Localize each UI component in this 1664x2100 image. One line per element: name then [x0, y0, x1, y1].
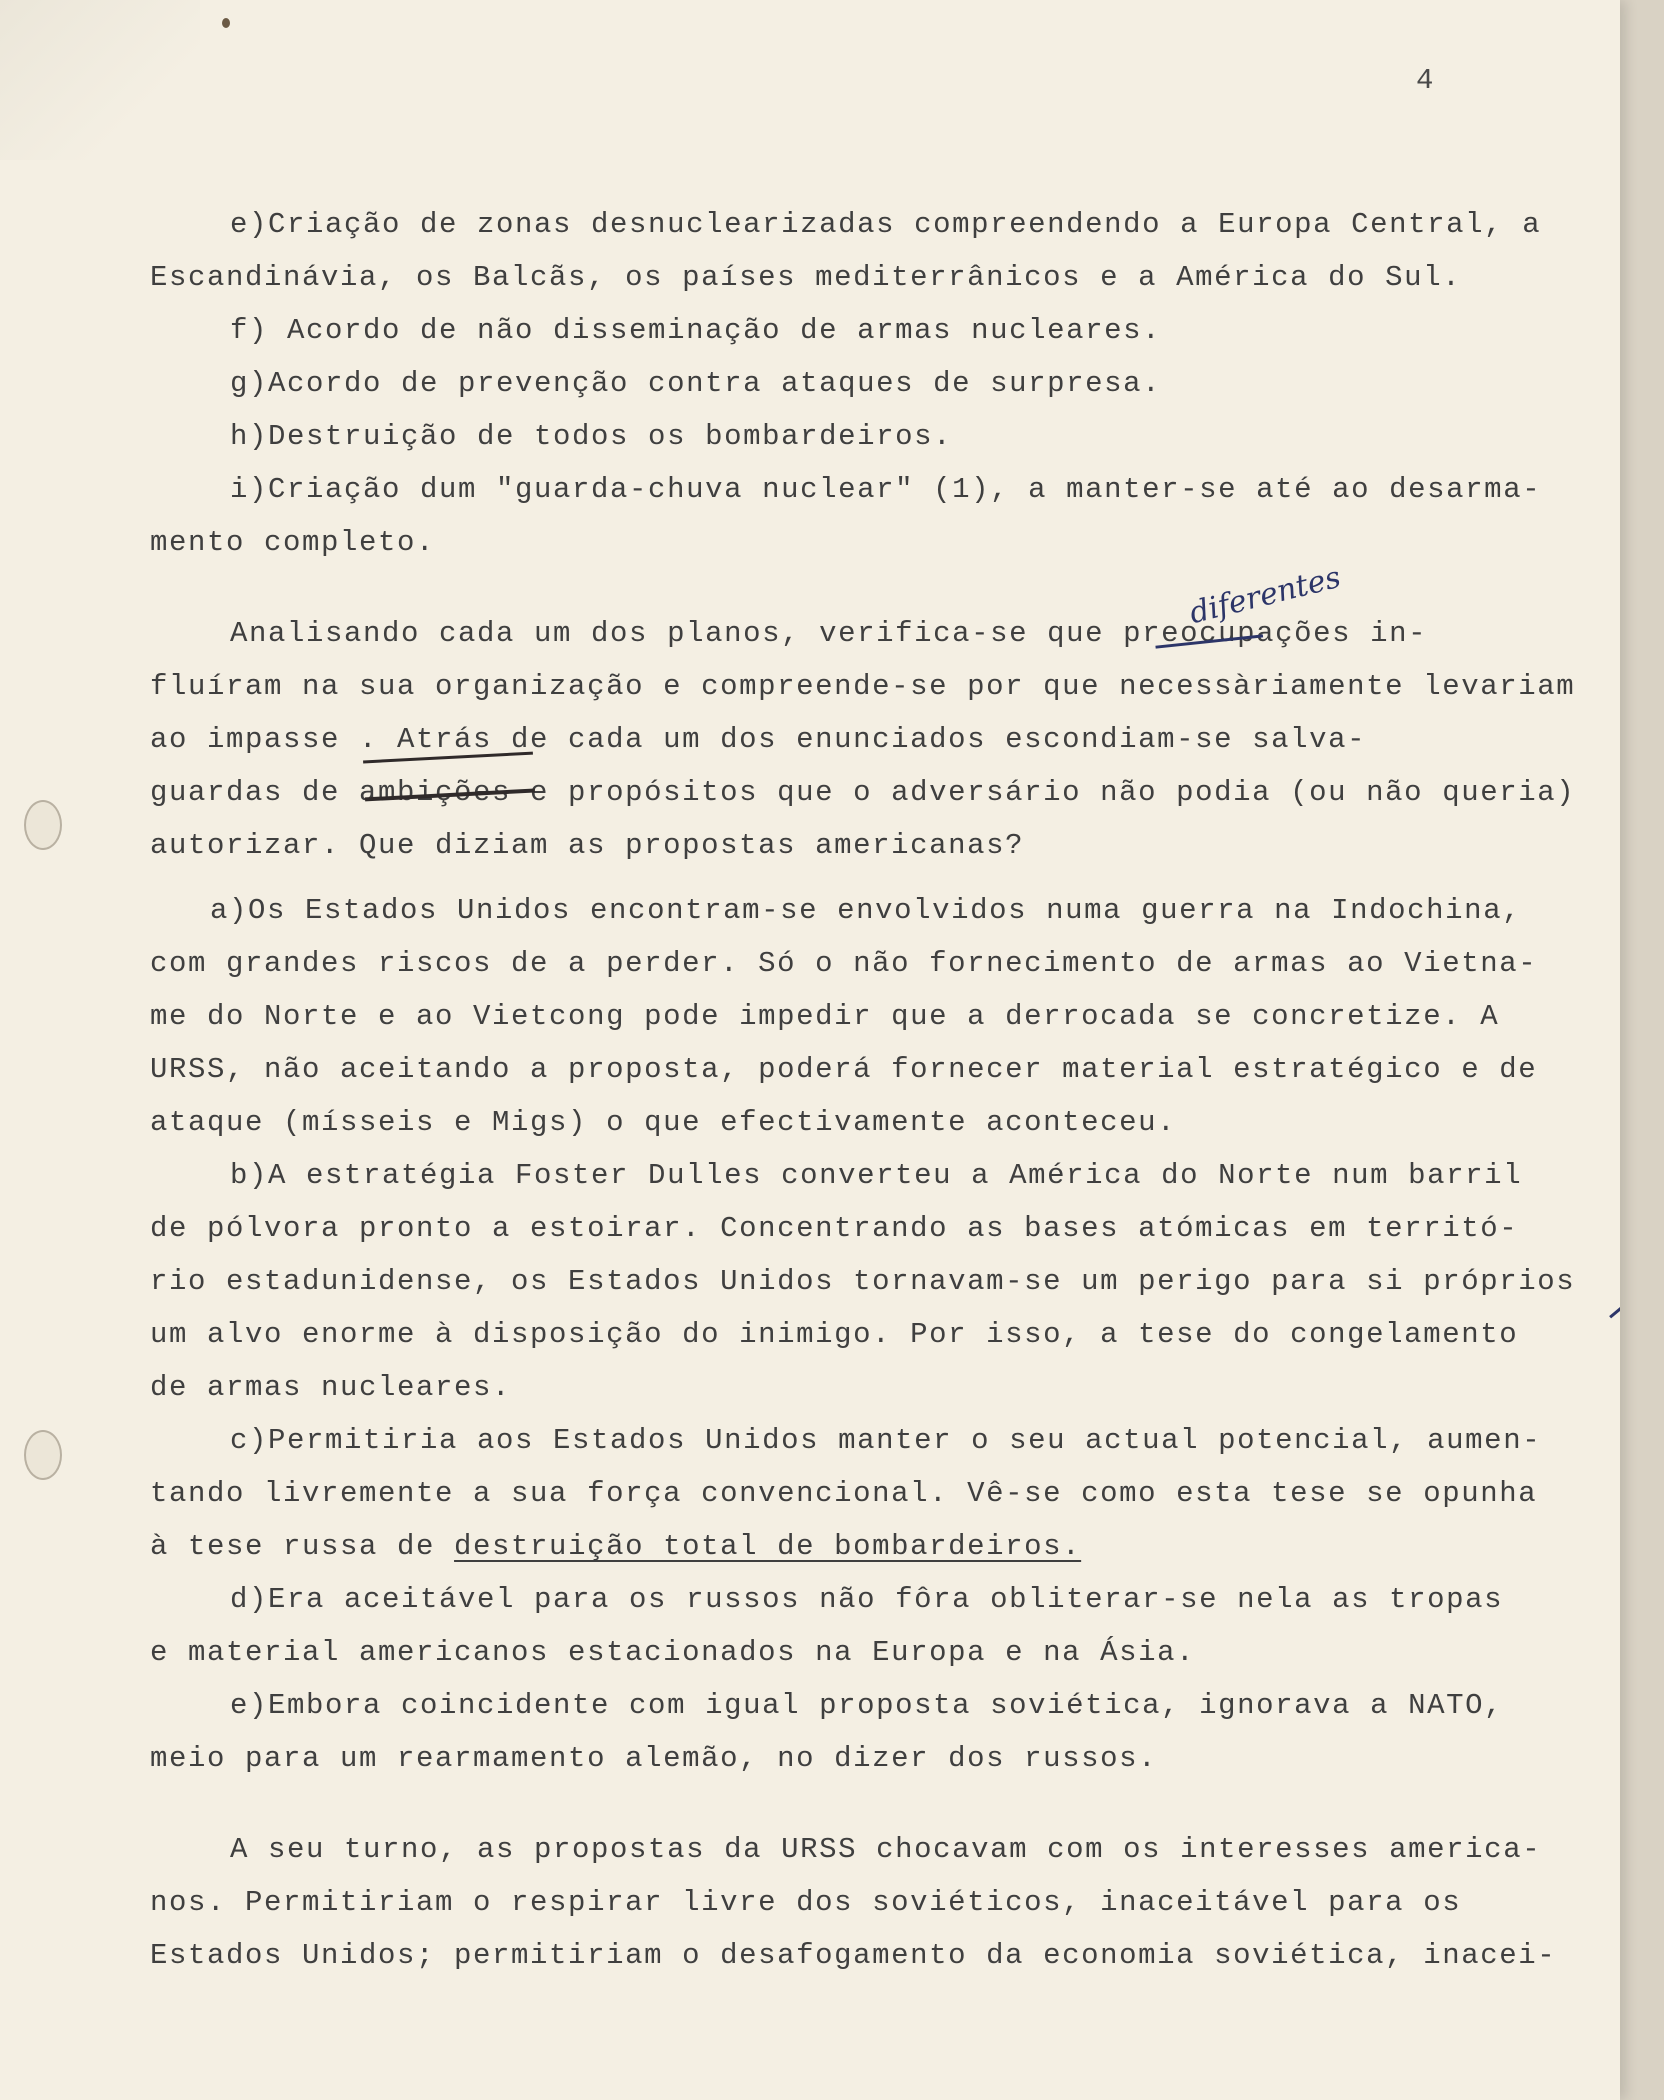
punch-hole-bottom [24, 1430, 62, 1480]
text-line: A seu turno, as propostas da URSS chocavam com os interesses america- [230, 1833, 1542, 1866]
text-line: me do Norte e ao Vietcong pode impedir que a derrocada se concretize. A [150, 1000, 1500, 1033]
text-line: i)Criação dum "guarda-chuva nuclear" (1), a manter-se até ao desarma- [230, 473, 1542, 506]
paragraph-gap [150, 872, 1620, 884]
text-line: autorizar. Que diziam as propostas americanas? [150, 829, 1025, 862]
text-line: d)Era aceitável para os russos não fôra obliterar-se nela as tropas [230, 1583, 1504, 1616]
underlined-phrase: destruição total de bombardeiros. [454, 1530, 1082, 1563]
text-line: a)Os Estados Unidos encontram-se envolvidos numa guerra na Indochina, [210, 894, 1522, 927]
text-line: Analisando cada um dos planos, verifica-se que preocupações in- [230, 617, 1428, 650]
text-line: h)Destruição de todos os bombardeiros. [230, 420, 953, 453]
text-line: de armas nucleares. [150, 1371, 512, 1404]
page-number: 4 [1416, 64, 1434, 97]
text-line: Escandinávia, os Balcãs, os países mediterrânicos e a América do Sul. [150, 261, 1462, 294]
text-line: f) Acordo de não disseminação de armas nucleares. [230, 314, 1162, 347]
text-line: de pólvora pronto a estoirar. Concentrando as bases atómicas em territó- [150, 1212, 1519, 1245]
text-line: fluíram na sua organização e compreende-se por que necessàriamente levariam [150, 670, 1576, 703]
text-line: com grandes riscos de a perder. Só o não fornecimento de armas ao Vietna- [150, 947, 1538, 980]
text-line: ataque (mísseis e Migs) o que efectivamente aconteceu. [150, 1106, 1177, 1139]
text-line: meio para um rearmamento alemão, no dizer dos russos. [150, 1742, 1158, 1775]
text-line: um alvo enorme à disposição do inimigo. Por isso, a tese do congelamento [150, 1318, 1519, 1351]
text-line-part: à tese russa de [150, 1530, 455, 1563]
text-line: b)A estratégia Foster Dulles converteu a América do Norte num barril [230, 1159, 1523, 1192]
text-line: guardas de ambições e propósitos que o adversário não podia (ou não queria) [150, 776, 1576, 809]
text-line [150, 1520, 1620, 1573]
handwritten-insert: diferentes [1186, 559, 1345, 632]
text-line: rio estadunidense, os Estados Unidos tornavam-se um perigo para si próprios [150, 1265, 1576, 1298]
text-line: e)Embora coincidente com igual proposta soviética, ignorava a NATO, [230, 1689, 1504, 1722]
text-line: ao impasse . Atrás de cada um dos enunciados escondiam-se salva- [150, 723, 1367, 756]
text-line: nos. Permitiriam o respirar livre dos soviéticos, inaceitável para os [150, 1886, 1462, 1919]
text-line: URSS, não aceitando a proposta, poderá fornecer material estratégico e de [150, 1053, 1538, 1086]
paragraph-gap [150, 569, 1620, 607]
text-line: g)Acordo de prevenção contra ataques de surpresa. [230, 367, 1162, 400]
text-line: e)Criação de zonas desnuclearizadas compreendendo a Europa Central, a [230, 208, 1542, 241]
text-line: Estados Unidos; permitiriam o desafogamento da economia soviética, inacei- [150, 1939, 1557, 1972]
paragraph-gap [150, 1785, 1620, 1823]
ink-speck [222, 18, 230, 28]
text-line: tando livremente a sua força convencional. Vê-se como esta tese se opunha [150, 1477, 1538, 1510]
text-line: e material americanos estacionados na Europa e na Ásia. [150, 1636, 1196, 1669]
text-line: mento completo. [150, 526, 436, 559]
text-line: c)Permitiria aos Estados Unidos manter o seu actual potencial, aumen- [230, 1424, 1542, 1457]
typed-body-text [150, 198, 1620, 1982]
punch-hole-top [24, 800, 62, 850]
